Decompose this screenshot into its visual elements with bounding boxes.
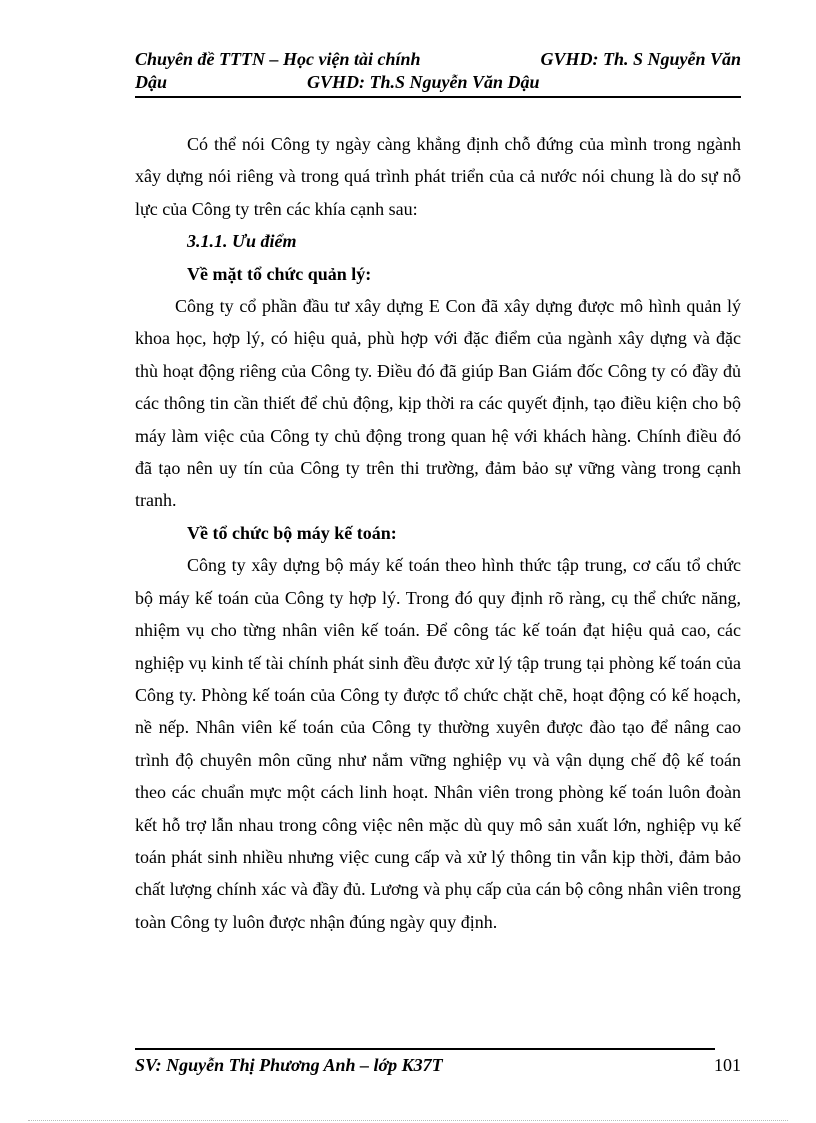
header-advisor-repeat: GVHD: Th.S Nguyễn Văn Dậu: [307, 72, 540, 92]
subheading-accounting: Về tổ chức bộ máy kế toán:: [187, 522, 397, 543]
section-heading-advantages: 3.1.1. Ưu điểm: [187, 231, 297, 252]
accounting-paragraph: Công ty xây dựng bộ máy kế toán theo hình thức tập trung, cơ cấu tổ chức bộ máy kế toán của Công ty hợp lý. Trong đó quy định rõ ràng, cụ thể chức năng, nhiệm vụ cho từng nhân viên kế toán. Để công tác kế toán đạt hiệu quả cao, các nghiệp vụ kinh tế tài chính phát sinh đều được xử lý tập trung tại phòng kế toán của Công ty. Phòng kế toán của Công ty được tổ chức chặt chẽ, hoạt động có kế hoạch, nề nếp. Nhân viên kế toán của Công ty thường xuyên được đào tạo để nâng cao trình độ chuyên môn cũng như nắm vững nghiệp vụ và vận dụng chế độ kế toán theo các chuẩn mực một cách linh hoạt. Nhân viên trong phòng kế toán luôn đoàn kết hỗ trợ lẫn nhau trong công việc nên mặc dù quy mô sản xuất lớn, nghiệp vụ kế toán phát sinh nhiều nhưng việc cung cấp và xử lý thông tin vẫn kịp thời, đảm bảo chất lượng chính xác và đầy đủ. Lương và phụ cấp của cán bộ công nhân viên trong toàn Công ty luôn được nhận đúng ngày quy định.: [135, 555, 741, 932]
footer-row: [135, 1052, 741, 1078]
header-advisor-continued: Dậu: [135, 72, 168, 92]
management-paragraph: Công ty cổ phần đầu tư xây dựng E Con đã xây dựng được mô hình quản lý khoa học, hợp lý, có hiệu quả, phù hợp với đặc điểm của ngành xây dựng và đặc thù hoạt động riêng của Công ty. Điều đó đã giúp Ban Giám đốc Công ty có đầy đủ các thông tin cần thiết để chủ động, kịp thời ra các quyết định, tạo điều kiện cho bộ máy làm việc của Công ty chủ động trong quan hệ với khách hàng. Chính điều đó đã tạo nên uy tín của Công ty trên thi trường, đảm bảo sự vững vàng trong cạnh tranh.: [135, 296, 741, 511]
document-body: [135, 128, 741, 938]
page-header: [135, 48, 741, 98]
page-footer: [135, 1048, 741, 1078]
page-edge-divider: [28, 1120, 788, 1121]
footer-student: SV: Nguyễn Thị Phương Anh – lớp K37T: [135, 1055, 443, 1075]
header-line-2: [135, 71, 741, 94]
header-course: Chuyên đề TTTN – Học viện tài chính: [135, 49, 421, 69]
header-advisor: GVHD: Th. S Nguyễn Văn: [540, 49, 741, 69]
page-number: 101: [714, 1055, 741, 1075]
header-line-1: [135, 48, 741, 71]
footer-rule: [135, 1048, 715, 1050]
intro-paragraph: Có thể nói Công ty ngày càng khẳng định chỗ đứng của mình trong ngành xây dựng nói riêng và trong quá trình phát triển của cả nước nói chung là do sự nỗ lực của Công ty trên các khía cạnh sau:: [135, 134, 741, 219]
subheading-management: Về mặt tổ chức quản lý:: [187, 263, 372, 284]
